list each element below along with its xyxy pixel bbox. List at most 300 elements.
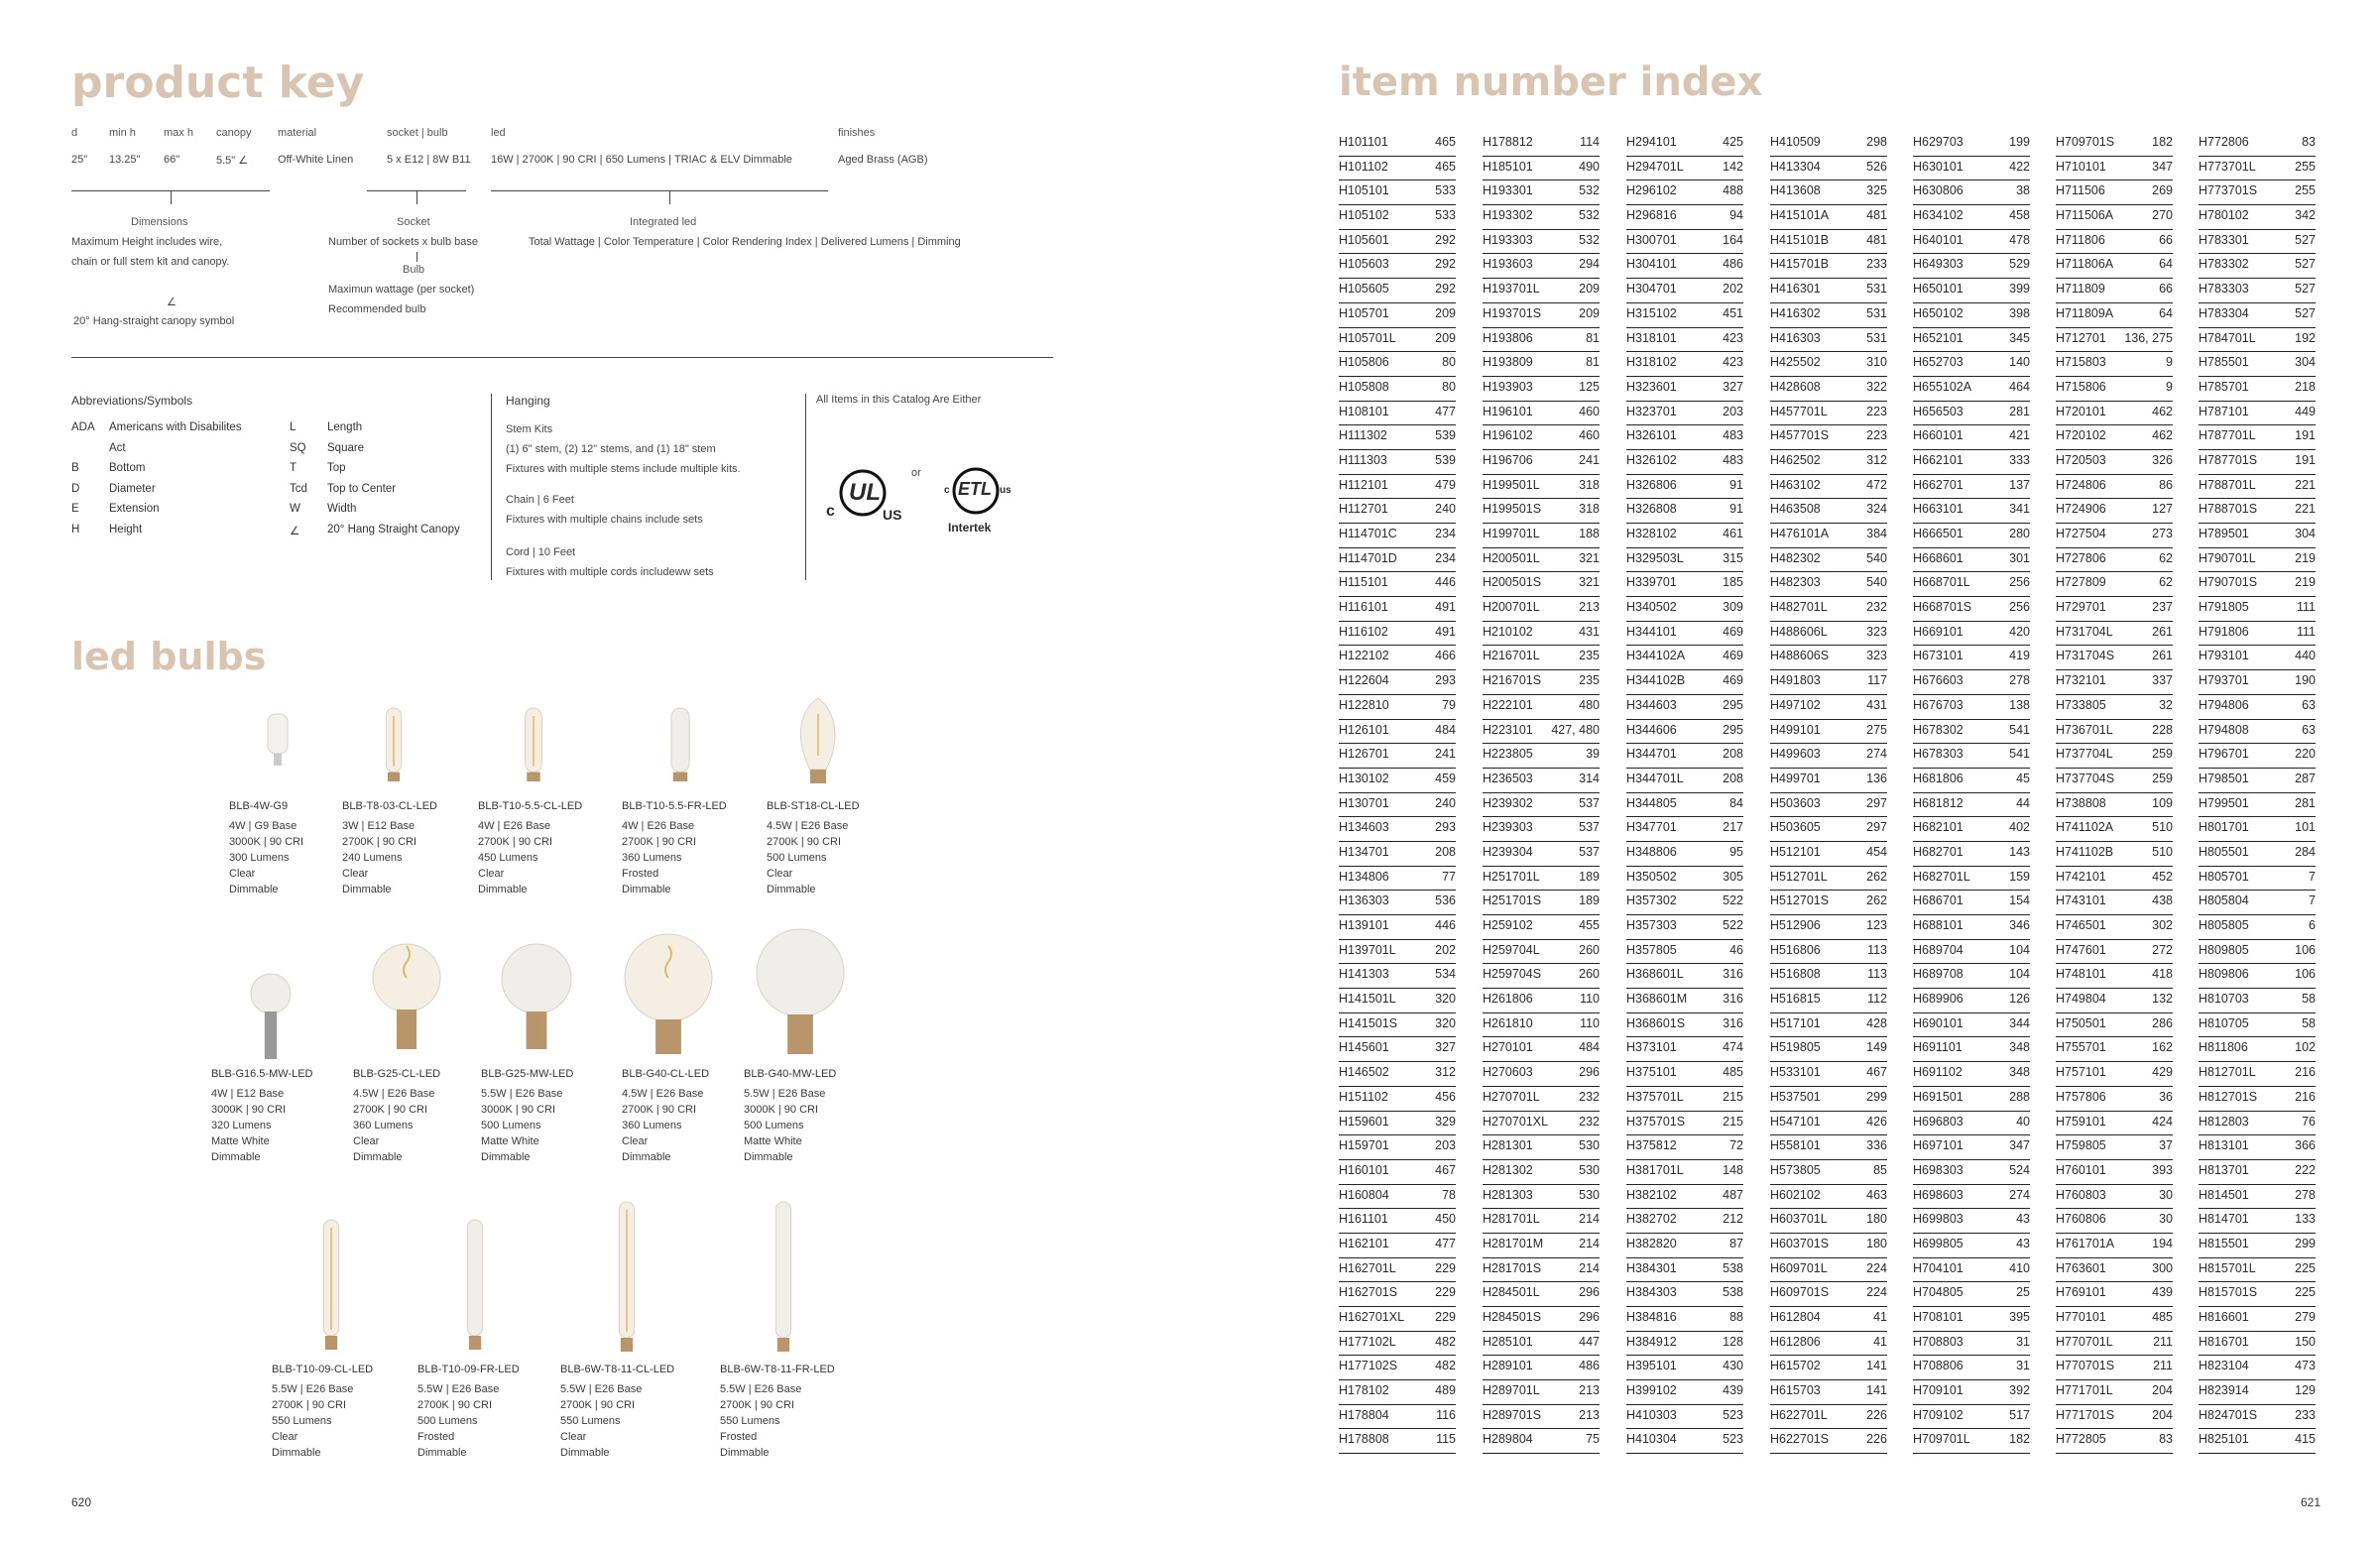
index-row	[1339, 1112, 1456, 1136]
index-row	[2199, 524, 2316, 548]
index-row	[1483, 1087, 1600, 1112]
page-ref: 527	[2295, 305, 2316, 320]
index-row	[1483, 720, 1600, 745]
item-number: H145601	[1339, 1040, 1389, 1055]
page-ref: 294	[1579, 257, 1600, 272]
index-row	[1913, 303, 2030, 328]
index-row	[1913, 157, 2030, 181]
index-row	[1339, 1429, 1456, 1454]
item-number: H105101	[1339, 183, 1389, 198]
index-row	[1770, 842, 1887, 867]
item-number: H216701S	[1483, 673, 1542, 688]
page-ref: 202	[1723, 282, 1743, 297]
index-row	[1770, 1380, 1887, 1405]
index-row	[1483, 328, 1600, 353]
index-row	[1483, 622, 1600, 647]
index-row	[2056, 842, 2173, 867]
item-number: H805804	[2199, 893, 2249, 908]
page-ref: 310	[1866, 355, 1887, 370]
page-ref: 348	[2009, 1065, 2030, 1080]
item-number: H116101	[1339, 600, 1388, 615]
index-row	[1483, 695, 1600, 720]
bulb-spec: Clear	[560, 1431, 587, 1443]
index-row	[1339, 1135, 1456, 1160]
index-row	[1913, 1062, 2030, 1087]
spec-header-finishes: finishes	[838, 127, 876, 139]
page-ref: 366	[2295, 1138, 2316, 1153]
item-number: H746501	[2056, 918, 2106, 932]
index-row	[2056, 1429, 2173, 1454]
bulb-card	[720, 1362, 849, 1461]
page-ref: 58	[2302, 992, 2316, 1007]
item-number: H609701L	[1770, 1260, 1828, 1275]
bulb-spec: Dimmable	[353, 1151, 403, 1163]
index-row	[1339, 132, 1456, 157]
bulb-card	[622, 798, 751, 897]
page-ref: 30	[2159, 1187, 2173, 1202]
index-row	[2199, 1037, 2316, 1062]
item-number: H196706	[1483, 452, 1533, 467]
bulb-spec: 2700K | 90 CRI	[622, 1104, 697, 1116]
page-ref: 541	[2009, 747, 2030, 762]
page-ref: 529	[2009, 257, 2030, 272]
item-number: H720101	[2056, 404, 2106, 418]
item-number: H141303	[1339, 967, 1389, 982]
page-ref: 113	[1867, 967, 1887, 982]
bulb-spec: 450 Lumens	[478, 852, 538, 864]
bulb-name: BLB-T10-5.5-FR-LED	[622, 800, 727, 812]
page-ref: 208	[1435, 844, 1456, 859]
page-ref: 446	[1435, 918, 1456, 932]
item-number: H761701A	[2056, 1236, 2115, 1250]
index-row	[1626, 180, 1743, 205]
item-number: H199501L	[1483, 477, 1540, 492]
page-ref: 478	[2009, 232, 2030, 247]
page-ref: 232	[1866, 600, 1887, 615]
item-number: H136303	[1339, 893, 1389, 908]
page-ref: 9	[2166, 379, 2173, 394]
index-row	[2199, 352, 2316, 377]
bulb-spec: Dimmable	[272, 1447, 321, 1459]
page-ref: 402	[2009, 820, 2030, 835]
item-number: H715806	[2056, 379, 2106, 394]
index-row	[1339, 769, 1456, 793]
index-row	[1913, 940, 2030, 965]
index-row	[2056, 891, 2173, 915]
item-number: H196102	[1483, 428, 1533, 443]
page-ref: 309	[1723, 600, 1743, 615]
index-row	[2056, 1234, 2173, 1258]
spec-value-led: 16W | 2700K | 90 CRI | 650 Lumens | TRIAC & ELV Dimmable	[491, 154, 792, 166]
item-number: H711806	[2056, 232, 2105, 247]
index-row	[1913, 1380, 2030, 1405]
item-number: H300701	[1626, 232, 1677, 247]
page-ref: 293	[1435, 820, 1456, 835]
item-number: H770101	[2056, 1310, 2106, 1324]
item-number: H708806	[1913, 1359, 1964, 1373]
index-row	[1913, 867, 2030, 892]
item-number: H689704	[1913, 942, 1964, 957]
bulb-spec: 2700K | 90 CRI	[417, 1399, 493, 1411]
item-number: H727806	[2056, 550, 2106, 565]
item-number: H612804	[1770, 1310, 1821, 1324]
socket-title: Socket	[397, 216, 430, 228]
abbrev-key: T	[290, 462, 298, 474]
page-ref: 110	[1580, 992, 1600, 1007]
index-row	[2199, 377, 2316, 402]
page-ref: 219	[2295, 575, 2316, 590]
item-number: H491803	[1770, 673, 1821, 688]
item-number: H503603	[1770, 795, 1821, 810]
index-row	[2056, 377, 2173, 402]
index-row	[1483, 499, 1600, 524]
bulb-name: BLB-T8-03-CL-LED	[342, 800, 437, 812]
item-number: H741102A	[2056, 820, 2114, 835]
abbrev-key: SQ	[290, 441, 306, 454]
page-ref: 426	[1866, 1114, 1887, 1129]
bulb-image	[318, 1218, 344, 1352]
abbrev-entry	[290, 524, 460, 544]
page-ref: 270	[2152, 208, 2173, 223]
index-row	[2056, 524, 2173, 548]
page-ref: 482	[1435, 1334, 1456, 1349]
index-row	[2199, 1062, 2316, 1087]
index-row	[1483, 1282, 1600, 1307]
index-row	[1626, 157, 1743, 181]
item-number: H686701	[1913, 893, 1964, 908]
led-bulbs-title: led bulbs	[71, 635, 267, 678]
item-number: H760803	[2056, 1187, 2106, 1202]
page-ref: 115	[1436, 1432, 1456, 1447]
index-row	[1483, 1062, 1600, 1087]
item-number: H425502	[1770, 355, 1821, 370]
index-row	[1483, 1380, 1600, 1405]
index-row	[1770, 1332, 1887, 1357]
page-ref: 533	[1435, 208, 1456, 223]
index-row	[2199, 425, 2316, 450]
index-row	[1626, 205, 1743, 230]
page-ref: 237	[2152, 600, 2173, 615]
index-row	[1483, 132, 1600, 157]
index-row	[1339, 940, 1456, 965]
page-ref: 127	[2152, 502, 2173, 517]
index-row	[1770, 1185, 1887, 1210]
page-ref: 491	[1435, 624, 1456, 639]
index-row	[2199, 817, 2316, 842]
page-ref: 440	[2295, 649, 2316, 663]
index-row	[1913, 1429, 2030, 1454]
page-ref: 540	[1866, 550, 1887, 565]
item-number: H185101	[1483, 159, 1533, 174]
index-row	[1770, 402, 1887, 426]
index-row	[1770, 524, 1887, 548]
item-number: H375812	[1626, 1138, 1677, 1153]
abbrev-value: Americans with Disabilites	[109, 421, 242, 433]
index-row	[1483, 1405, 1600, 1430]
item-number: H737704S	[2056, 771, 2115, 785]
index-row	[2056, 597, 2173, 622]
item-number: H783303	[2199, 282, 2249, 297]
item-number: H375101	[1626, 1065, 1677, 1080]
index-row	[2056, 328, 2173, 353]
bulb-spec: Matte White	[744, 1135, 802, 1147]
item-number: H193302	[1483, 208, 1533, 223]
page-ref: 116	[1436, 1407, 1456, 1422]
page-ref: 260	[1579, 967, 1600, 982]
item-number: H281701M	[1483, 1236, 1544, 1250]
page-ref: 203	[1435, 1138, 1456, 1153]
page-ref: 425	[1723, 135, 1743, 149]
index-row	[1339, 867, 1456, 892]
index-row	[2199, 915, 2316, 940]
page-ref: 527	[2295, 232, 2316, 247]
index-row	[1483, 769, 1600, 793]
index-row	[1483, 670, 1600, 695]
item-number: H328102	[1626, 527, 1677, 540]
index-row	[1770, 1429, 1887, 1454]
item-number: H261810	[1483, 1015, 1533, 1030]
item-number: H134701	[1339, 844, 1389, 859]
abbrev-key: W	[290, 503, 300, 515]
page-ref: 321	[1579, 550, 1600, 565]
abbrev-value: Square	[327, 441, 365, 454]
item-number: H193301	[1483, 183, 1533, 198]
abbrev-divider	[491, 394, 492, 580]
page-ref: 301	[2009, 550, 2030, 565]
index-row	[1483, 352, 1600, 377]
cert-title: All Items in this Catalog Are Either	[816, 394, 982, 406]
page-ref: 423	[1723, 355, 1743, 370]
index-row	[1626, 1405, 1743, 1430]
item-number: H105701L	[1339, 330, 1396, 345]
item-number: H499603	[1770, 747, 1821, 762]
abbrev-key: ADA	[71, 421, 95, 433]
item-number: H816701	[2199, 1334, 2249, 1349]
item-number: H689906	[1913, 992, 1964, 1007]
page-ref: 333	[2009, 452, 2030, 467]
index-row	[1913, 622, 2030, 647]
index-row	[1339, 303, 1456, 328]
bulb-name: BLB-G40-CL-LED	[622, 1068, 710, 1080]
item-number: H810703	[2199, 992, 2249, 1007]
page-ref: 295	[1723, 722, 1743, 737]
page-ref: 189	[1579, 869, 1600, 884]
item-number: H814501	[2199, 1187, 2249, 1202]
item-number: H344701	[1626, 747, 1677, 762]
item-number: H794806	[2199, 697, 2249, 712]
item-number: H318101	[1626, 330, 1677, 345]
item-number: H682701L	[1913, 869, 1970, 884]
page-ref: 491	[1435, 600, 1456, 615]
index-row	[1483, 1013, 1600, 1038]
page-ref: 281	[2009, 404, 2030, 418]
item-number: H416302	[1770, 305, 1821, 320]
item-number: H813701	[2199, 1162, 2249, 1177]
hanging-title: Hanging	[506, 394, 550, 408]
index-row	[1913, 1087, 2030, 1112]
page-ref: 342	[2295, 208, 2316, 223]
index-row	[1339, 1258, 1456, 1283]
spec-value-max-h: 66"	[164, 154, 180, 166]
index-row	[2056, 1258, 2173, 1283]
page-ref: 87	[1729, 1236, 1743, 1250]
ul-logo-us: US	[883, 507, 902, 523]
page-ref: 329	[1435, 1114, 1456, 1129]
page-ref: 148	[1723, 1162, 1743, 1177]
page-ref: 6	[2309, 918, 2316, 932]
item-number: H660101	[1913, 428, 1964, 443]
bulb-spec: Clear	[353, 1135, 380, 1147]
item-number: H384303	[1626, 1285, 1677, 1300]
item-number: H729701	[2056, 600, 2106, 615]
page-ref: 466	[1435, 649, 1456, 663]
page-ref: 189	[1579, 893, 1600, 908]
page-ref: 81	[1586, 355, 1600, 370]
item-number: H727809	[2056, 575, 2106, 590]
item-number: H381701L	[1626, 1162, 1684, 1177]
item-number: H261806	[1483, 992, 1533, 1007]
item-number: H668701L	[1913, 575, 1970, 590]
index-row	[1339, 1013, 1456, 1038]
item-number: H296102	[1626, 183, 1677, 198]
item-number: H696803	[1913, 1114, 1964, 1129]
item-number: H141501S	[1339, 1015, 1398, 1030]
bulb-card	[560, 1362, 689, 1461]
item-number: H497102	[1770, 697, 1821, 712]
item-number: H294701L	[1626, 159, 1684, 174]
index-row	[2056, 964, 2173, 989]
item-number: H482303	[1770, 575, 1821, 590]
item-number: H738808	[2056, 795, 2106, 810]
item-number: H101101	[1339, 135, 1388, 149]
index-row	[1770, 180, 1887, 205]
index-row	[1913, 1160, 2030, 1185]
index-row	[2056, 989, 2173, 1013]
index-row	[2056, 132, 2173, 157]
item-number: H760806	[2056, 1212, 2106, 1227]
page-ref: 510	[2152, 820, 2173, 835]
item-number: H105808	[1339, 379, 1389, 394]
page-ref: 481	[1866, 232, 1887, 247]
index-row	[1913, 1282, 2030, 1307]
spec-value-min-h: 13.25"	[109, 154, 141, 166]
page-ref: 458	[2009, 208, 2030, 223]
index-row	[2199, 1429, 2316, 1454]
item-number: H783304	[2199, 305, 2249, 320]
item-number: H111303	[1339, 452, 1387, 467]
index-row	[1770, 499, 1887, 524]
item-number: H788701L	[2199, 477, 2256, 492]
index-column	[1626, 132, 1743, 1454]
index-row	[1626, 793, 1743, 818]
page-ref: 45	[2016, 771, 2030, 785]
item-number: H516808	[1770, 967, 1821, 982]
bulb-spec: Dimmable	[560, 1447, 610, 1459]
index-row	[1339, 670, 1456, 695]
page-ref: 305	[1723, 869, 1743, 884]
item-number: H517101	[1770, 1015, 1821, 1030]
dimensions-bracket-tick	[171, 190, 172, 204]
spec-header-socket: socket | bulb	[387, 127, 448, 139]
index-row	[2199, 769, 2316, 793]
bulb-spec: 4W | E26 Base	[622, 820, 695, 832]
page-ref: 43	[2016, 1212, 2030, 1227]
page-ref: 449	[2295, 404, 2316, 418]
item-number: H289701S	[1483, 1407, 1542, 1422]
stem-kits-line-1: (1) 6" stem, (2) 12" stems, and (1) 18" stem	[506, 443, 716, 455]
page-ref: 209	[1579, 282, 1600, 297]
index-row	[1483, 940, 1600, 965]
page-ref: 531	[1866, 330, 1887, 345]
index-row	[2199, 303, 2316, 328]
index-row	[1770, 622, 1887, 647]
abbrev-entry	[290, 462, 460, 483]
item-number: H573805	[1770, 1162, 1821, 1177]
page-ref: 262	[1866, 893, 1887, 908]
index-row	[1483, 1209, 1600, 1234]
item-number: H697101	[1913, 1138, 1964, 1153]
index-row	[1770, 646, 1887, 670]
bulb-spec: Frosted	[417, 1431, 455, 1443]
item-number: H326102	[1626, 452, 1677, 467]
item-number: H709102	[1913, 1407, 1964, 1422]
item-number: H759101	[2056, 1114, 2106, 1129]
item-number: H200501S	[1483, 575, 1542, 590]
page-ref: 141	[1866, 1359, 1887, 1373]
item-number: H216701L	[1483, 649, 1540, 663]
index-row	[1626, 303, 1743, 328]
item-number: H622701S	[1770, 1432, 1830, 1447]
index-row	[1626, 915, 1743, 940]
item-number: H791805	[2199, 600, 2249, 615]
spec-value-finishes: Aged Brass (AGB)	[838, 154, 928, 166]
item-number: H793101	[2199, 649, 2249, 663]
bulb-name: BLB-T10-09-CL-LED	[272, 1364, 374, 1375]
item-number: H315102	[1626, 305, 1677, 320]
item-number: H457701L	[1770, 404, 1828, 418]
page-ref: 286	[2152, 1015, 2173, 1030]
index-row	[1913, 279, 2030, 303]
page-ref: 225	[2295, 1285, 2316, 1300]
index-row	[1483, 597, 1600, 622]
index-row	[1913, 817, 2030, 842]
item-number: H193809	[1483, 355, 1533, 370]
item-number: H428608	[1770, 379, 1821, 394]
item-number: H773701L	[2199, 159, 2256, 174]
item-number: H773701S	[2199, 183, 2258, 198]
page-ref: 337	[2152, 673, 2173, 688]
page-ref: 132	[2152, 992, 2173, 1007]
item-number: H503605	[1770, 820, 1821, 835]
page-ref: 292	[1435, 282, 1456, 297]
index-row	[2056, 1405, 2173, 1430]
index-row	[1483, 867, 1600, 892]
abbrev-entry	[71, 524, 242, 544]
page-ref: 213	[1579, 1407, 1600, 1422]
item-number: H382820	[1626, 1236, 1677, 1250]
index-row	[1339, 352, 1456, 377]
item-number: H382102	[1626, 1187, 1677, 1202]
index-row	[1626, 597, 1743, 622]
page-ref: 182	[2009, 1432, 2030, 1447]
page-ref: 220	[2295, 747, 2316, 762]
page-ref: 78	[1442, 1187, 1456, 1202]
page-ref: 522	[1723, 893, 1743, 908]
page-ref: 104	[2009, 967, 2030, 982]
item-number: H547101	[1770, 1114, 1821, 1129]
page-ref: 321	[1579, 575, 1600, 590]
index-row	[1770, 132, 1887, 157]
